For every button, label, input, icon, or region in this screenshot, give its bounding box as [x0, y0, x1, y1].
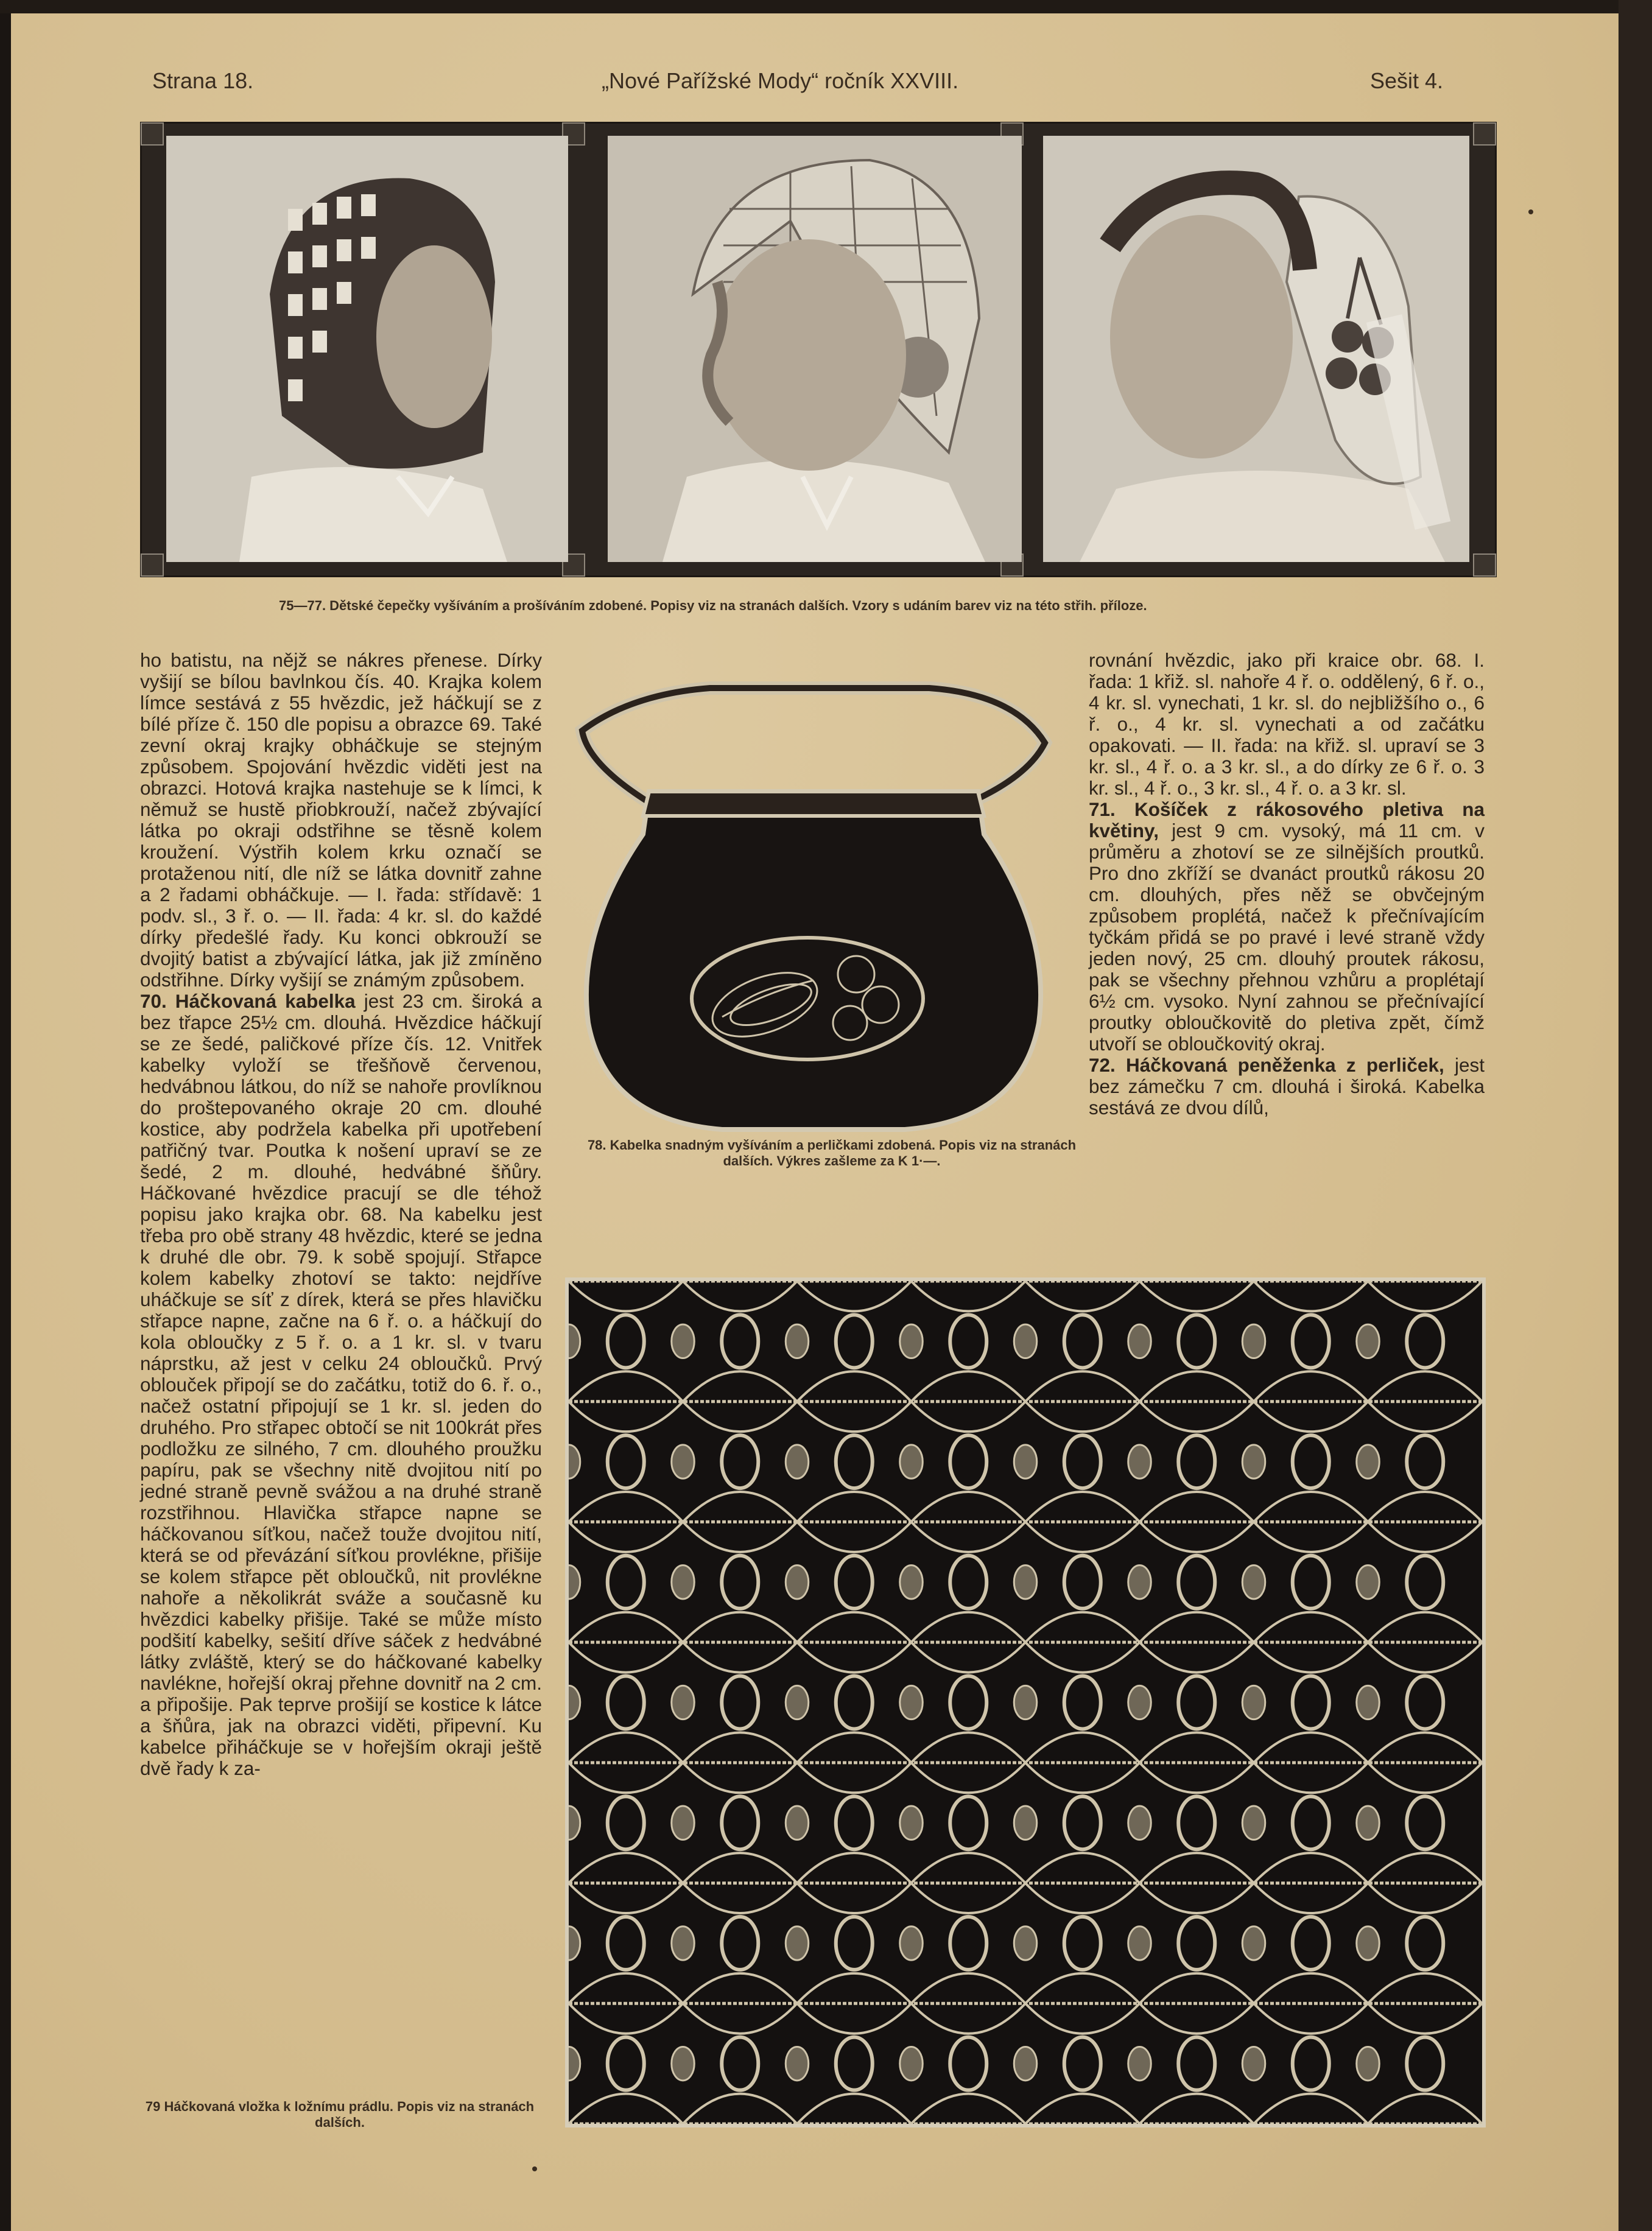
lace-arch: [1025, 1371, 1140, 1401]
lace-arch: [1025, 1853, 1140, 1883]
lace-arch: [569, 1402, 683, 1432]
lace-arch: [1254, 1402, 1368, 1432]
lace-arch: [1254, 1492, 1368, 1522]
lace-motif: [1293, 2037, 1329, 2090]
lace-arch: [797, 1612, 912, 1642]
lace-puff: [1014, 1806, 1037, 1839]
lace-motif: [608, 1796, 644, 1849]
lace-arch: [1368, 1612, 1483, 1642]
lace-puff: [1357, 1445, 1380, 1478]
lace-puff: [1242, 2047, 1265, 2080]
lace-puff: [1357, 1565, 1380, 1599]
lace-arch: [797, 1642, 912, 1672]
lace-arch: [1025, 1492, 1140, 1522]
lace-puff: [1128, 1806, 1151, 1839]
lace-arch: [1368, 1492, 1483, 1522]
lace-arch: [683, 1973, 798, 2003]
lace-motif: [1178, 1315, 1215, 1368]
lace-caption: 79 Háčkovaná vložka k ložnímu prádlu. Popis viz na stranách dalších.: [145, 2099, 535, 2130]
lace-puff: [672, 1685, 695, 1719]
lace-puff: [1128, 1565, 1151, 1599]
lace-motif: [1064, 1796, 1101, 1849]
lace-motif: [1293, 1917, 1329, 1970]
lace-puff: [786, 1685, 809, 1719]
section-72-text: jest bez zámečku 7 cm. dlouhá i široká. Kabelka sestává ze dvou dílů,: [1089, 1054, 1485, 1119]
lace-arch: [1140, 1371, 1254, 1401]
lace-arch: [1140, 1732, 1254, 1762]
lace-arch: [569, 1883, 683, 1913]
lace-motif: [836, 1676, 873, 1729]
photos-caption: 75—77. Dětské čepečky vyšíváním a prošíváním zdobené. Popisy viz na stranách dalších. Vzory s udáním barev viz na této střih. příloze.: [279, 598, 1147, 613]
lace-arch: [912, 1853, 1026, 1883]
lace-arch: [1254, 1763, 1368, 1793]
lace-arch: [912, 2003, 1026, 2033]
lace-arch: [1254, 1853, 1368, 1883]
lace-puff: [1014, 1324, 1037, 1358]
lace-motif: [1178, 1676, 1215, 1729]
frame-corner: [1473, 553, 1496, 577]
lace-puff: [1357, 1685, 1380, 1719]
lace-arch: [912, 1492, 1026, 1522]
lace-puff: [900, 1324, 923, 1358]
lace-arch: [1254, 1883, 1368, 1913]
lace-arch: [1254, 1281, 1368, 1311]
lace-puff: [672, 1324, 695, 1358]
lace-arch: [683, 1883, 798, 1913]
section-70: [140, 991, 542, 1779]
lace-arch: [1254, 1642, 1368, 1672]
lace-arch: [1254, 1612, 1368, 1642]
lace-puff: [786, 1927, 809, 1960]
lace-puff: [672, 1927, 695, 1960]
section-71: [1089, 799, 1485, 1055]
lace-arch: [797, 1763, 912, 1793]
lace-arch: [1140, 2094, 1254, 2124]
lace-arch: [683, 1853, 798, 1883]
lace-arch: [1025, 2094, 1140, 2124]
section-71-text: jest 9 cm. vysoký, má 11 cm. v průměru a zhotoví se ze silnějších proutků. Pro dno zkříží se dvanáct proutků rákosu 20 cm. dlouhých, přes něž se obvčejným způsobem proplétá, načež k přečnívajícím tyčkám přidá se po pravé i levé straně vždy jeden nový, 25 cm. dlouhý proutek rákosu, pak se všechny přehnou vzhůru a proplétají 6½ cm. vysoko. Nyní zahnou se přečnívající proutky obloučkovitě do pletiva zpět, čímž utvoří se obloučkovitý okraj.: [1089, 820, 1485, 1055]
lace-motif: [836, 1315, 873, 1368]
heading-70: 70. Háčkovaná kabelka: [140, 990, 356, 1012]
lace-arch: [1025, 2003, 1140, 2033]
lace-motif: [1178, 2037, 1215, 2090]
lace-motif: [722, 2037, 758, 2090]
lace-puff: [569, 2047, 580, 2080]
lace-arch: [1140, 1402, 1254, 1432]
lace-arch: [1140, 1612, 1254, 1642]
lace-motif: [836, 2037, 873, 2090]
lace-puff: [1128, 1927, 1151, 1960]
lace-arch: [683, 1642, 798, 1672]
lace-arch: [1140, 1522, 1254, 1551]
lace-arch: [1025, 1763, 1140, 1793]
lace-puff: [672, 1806, 695, 1839]
lace-motif: [608, 1676, 644, 1729]
lace-motif: [1293, 1435, 1329, 1488]
lace-puff: [569, 1927, 580, 1960]
lace-arch: [1368, 1281, 1483, 1311]
lace-motif: [836, 1796, 873, 1849]
lace-arch: [797, 1522, 912, 1551]
lace-arch: [569, 1973, 683, 2003]
lace-puff: [900, 1927, 923, 1960]
lace-arch: [569, 1371, 683, 1401]
section-70-text: jest 23 cm. široká a bez třapce 25½ cm. dlouhá. Hvězdice háčkují se ze šedé, paličkové příze čís. 12. Vnitřek kabelky vyloží se třešňově červenou, hedvábnou látkou, do níž se nahoře provlíknou do proštepovaného okraje 20 cm. dlouhé kostice, aby podržela kabelka při upotřebení patřičný tvar. Poutka k nošení upraví se ze šedé, 2 m. dlouhé, hedvábné šňůry. Háčkované hvězdice pracují se dle téhož popisu jako krajka obr. 68. Na kabelku jest třeba pro obě strany 48 hvězdic, které se jedna k druhé dle obr. 79. k sobě spojují. Střapce kolem kabelky zhotoví se takto: nejdříve uháčkuje se síť z dírek, která se přes hlavičku střapce napne, začne na 6 ř. o. a háčkují do kola obloučky z 5 ř. o. a 1 kr. sl. v tvaru náprstku, až jest v celku 24 obloučků. Prvý oblouček připojí se do začátku, totiž do 6. ř. o., načež ostatní připojují se 1 kr. sl. jeden do druhého. Pro střapec obtočí se nit 100krát přes podložku ze silného, 7 cm. dlouhého proužku papíru, pak se všechny nitě dvojitou nití po jedné straně pevně svážou a na druhé straně rozstřihnou. Hlavička střapce napne se háčkovanou síťkou, načež touže dvojitou nití, která se od převázání síťkou provlékne, přišije se kolem střapce pět obloučků, nit provlékne nahoře a několikrát sváže a současně ku hvězdici kabelky přišije. Také se může místo podšití kabelky, sešití dříve sáček z hedvábné látky zvláště, který se do háčkované kabelky navlékne, hořejší okraj přehne dovnitř na 2 cm. a připošije. Pak teprve prošijí se kostice k látce a šňůra, jak na obrazci viděti, připevní. Ku kabelce přiháčkuje se v hořejším okraji ještě dvě řady k za-: [140, 990, 542, 1779]
lace-motif: [1178, 1435, 1215, 1488]
lace-puff: [569, 1685, 580, 1719]
lace-arch: [1254, 2003, 1368, 2033]
lace-motif: [1064, 1435, 1101, 1488]
lace-puff: [569, 1806, 580, 1839]
lace-motif: [722, 1796, 758, 1849]
lace-puff: [1357, 2047, 1380, 2080]
photo-child-bonnet-77: [1043, 136, 1469, 562]
lace-motif: [1064, 2037, 1101, 2090]
lace-arch: [1025, 1522, 1140, 1551]
lace-puff: [672, 1445, 695, 1478]
lace-arch: [1140, 1853, 1254, 1883]
lace-arch: [1368, 1642, 1483, 1672]
lace-puff: [1242, 1565, 1265, 1599]
frame-corner: [1473, 122, 1496, 146]
lace-motif: [1293, 1556, 1329, 1609]
lace-arch: [1140, 1763, 1254, 1793]
lace-motif: [1407, 1676, 1443, 1729]
scan-top-edge: [0, 0, 1652, 13]
lace-arch: [912, 1763, 1026, 1793]
lace-arch: [1025, 1883, 1140, 1913]
lace-puff: [1128, 1445, 1151, 1478]
lace-arch: [797, 1883, 912, 1913]
lace-arch: [797, 2003, 912, 2033]
lace-arch: [683, 1732, 798, 1762]
lace-arch: [683, 1371, 798, 1401]
lace-arch: [1368, 2003, 1483, 2033]
lace-puff: [900, 1685, 923, 1719]
lace-motif: [1064, 1676, 1101, 1729]
magazine-title: „Nové Pařížské Mody“ ročník XXVIII.: [602, 68, 959, 93]
lace-arch: [1025, 1281, 1140, 1311]
lace-puff: [1014, 1685, 1037, 1719]
lace-puff: [1014, 2047, 1037, 2080]
lace-arch: [569, 1522, 683, 1551]
left-paragraph: ho batistu, na nějž se nákres přenese. Dírky vyšijí se bílou bavlnkou čís. 40. Krajka kolem límce sestává z 55 hvězdic, jež háčkují se z bílé příze č. 150 dle popisu a obrazce 69. Také zevní okraj krajky obháčkuje se stejným způsobem. Spojování hvězdic viděti jest na obrazci. Hotová krajka nastehuje se k límci, k němuž se hustě přiobkrouží, načež zbývající látka po okraji odstřihne se těsně kolem kroužení. Výstřih kolem krku označí se protaženou nití, dle níž se látka dovnitř zahne a 2 řadami obháčkuje. — I. řada: střídavě: 1 podv. sl., 3 ř. o. — II. řada: 4 kr. sl. do každé dírky předešlé řady. Ku konci obkrouží se dvojitý batist a zbývající látka, jak již zmíněno odstřihne. Dírky vyšijí se známým způsobem.: [140, 649, 542, 991]
lace-puff: [1014, 1927, 1037, 1960]
lace-motif: [836, 1556, 873, 1609]
lace-arch: [683, 1763, 798, 1793]
lace-arch: [683, 1402, 798, 1432]
lace-motif: [1178, 1556, 1215, 1609]
lace-puff: [786, 1565, 809, 1599]
lace-motif: [950, 2037, 986, 2090]
lace-arch: [797, 1973, 912, 2003]
lace-puff: [569, 1565, 580, 1599]
lace-arch: [1254, 1973, 1368, 2003]
lace-arch: [797, 1732, 912, 1762]
right-paragraph-1: rovnání hvězdic, jako při kraice obr. 68. I. řada: 1 křiž. sl. nahoře 4 ř. o. oddělený, 6 ř. o., 4 kr. sl. vynechati, 1 kr. sl. do nejbližšího o., 6 ř. o., 4 kr. sl. vynechati a od začátku opakovati. — II. řada: na křiž. sl. upraví se 3 kr. sl., 4 ř. o. a 3 kr. sl., a do dírky ze 6 ř. o. 3 kr. sl., 4 ř. o., 3 kr. sl., 4 ř. o. a 3 kr. sl.: [1089, 649, 1485, 799]
lace-motif: [1064, 1917, 1101, 1970]
lace-arch: [569, 1853, 683, 1883]
lace-arch: [1254, 1732, 1368, 1762]
lace-puff: [786, 2047, 809, 2080]
lace-motif: [608, 2037, 644, 2090]
lace-motif: [836, 1435, 873, 1488]
lace-motif: [1407, 1556, 1443, 1609]
lace-puff: [1242, 1806, 1265, 1839]
lace-arch: [1368, 1371, 1483, 1401]
lace-arch: [569, 2003, 683, 2033]
lace-arch: [797, 1371, 912, 1401]
heading-71: 71. Košíček z rákosového pletiva na květiny,: [1089, 798, 1485, 841]
lace-arch: [1140, 1492, 1254, 1522]
lace-puff: [1357, 1927, 1380, 1960]
lace-arch: [797, 2094, 912, 2124]
lace-arch: [569, 1612, 683, 1642]
left-text-column: [140, 650, 542, 1779]
lace-puff: [1128, 1685, 1151, 1719]
lace-motif: [1064, 1315, 1101, 1368]
lace-motif: [1293, 1796, 1329, 1849]
lace-motif: [1064, 1556, 1101, 1609]
lace-arch: [797, 1402, 912, 1432]
lace-arch: [1368, 2094, 1483, 2124]
lace-arch: [912, 2094, 1026, 2124]
lace-puff: [1242, 1685, 1265, 1719]
lace-arch: [1368, 1883, 1483, 1913]
lace-motif: [1178, 1796, 1215, 1849]
lace-puff: [1357, 1324, 1380, 1358]
lace-puff: [900, 1565, 923, 1599]
lace-puff: [1357, 1806, 1380, 1839]
lace-motif: [1407, 1796, 1443, 1849]
lace-arch: [912, 1642, 1026, 1672]
lace-arch: [1025, 1642, 1140, 1672]
lace-arch: [569, 2094, 683, 2124]
lace-motif: [1293, 1315, 1329, 1368]
lace-arch: [1140, 1642, 1254, 1672]
lace-puff: [900, 2047, 923, 2080]
lace-puff: [1128, 2047, 1151, 2080]
lace-arch: [569, 1763, 683, 1793]
lace-puff: [786, 1324, 809, 1358]
lace-motif: [722, 1917, 758, 1970]
lace-puff: [569, 1324, 580, 1358]
lace-motif: [722, 1435, 758, 1488]
lace-motif: [950, 1435, 986, 1488]
lace-arch: [569, 1492, 683, 1522]
lace-motif: [1407, 2037, 1443, 2090]
lace-arch: [912, 1522, 1026, 1551]
lace-puff: [900, 1806, 923, 1839]
lace-arch: [797, 1492, 912, 1522]
lace-arch: [683, 1522, 798, 1551]
lace-puff: [672, 1565, 695, 1599]
lace-arch: [912, 1371, 1026, 1401]
lace-arch: [1140, 2003, 1254, 2033]
lace-puff: [786, 1806, 809, 1839]
lace-motif: [1293, 1676, 1329, 1729]
lace-puff: [1242, 1324, 1265, 1358]
magazine-page: [11, 13, 1619, 2231]
speck: [532, 2166, 537, 2171]
lace-motif: [950, 1556, 986, 1609]
photo-child-bonnet-76: [608, 136, 1022, 562]
lace-arch: [1368, 1973, 1483, 2003]
lace-arch: [1254, 1371, 1368, 1401]
lace-arch: [683, 2094, 798, 2124]
lace-motif: [836, 1917, 873, 1970]
lace-arch: [912, 1402, 1026, 1432]
lace-arch: [569, 1281, 683, 1311]
crochet-lace-insert-illustration: [565, 1277, 1486, 2127]
lace-arch: [1140, 1281, 1254, 1311]
lace-arch: [569, 1642, 683, 1672]
lace-arch: [912, 1973, 1026, 2003]
lace-arch: [1025, 1732, 1140, 1762]
lace-motif: [950, 1796, 986, 1849]
lace-arch: [1368, 1732, 1483, 1762]
lace-arch: [1254, 2094, 1368, 2124]
lace-motif: [608, 1435, 644, 1488]
lace-puff: [1014, 1445, 1037, 1478]
page-number: Strana 18.: [152, 68, 254, 93]
lace-motif: [722, 1676, 758, 1729]
page-header: [11, 50, 1619, 99]
lace-arch: [683, 1492, 798, 1522]
lace-arch: [683, 1281, 798, 1311]
lace-arch: [1025, 1612, 1140, 1642]
lace-motif: [608, 1556, 644, 1609]
lace-arch: [683, 1612, 798, 1642]
lace-arch: [1140, 1973, 1254, 2003]
lace-arch: [1368, 1522, 1483, 1551]
lace-puff: [569, 1445, 580, 1478]
bonnet-photo-strip: [140, 122, 1497, 577]
lace-arch: [912, 1883, 1026, 1913]
lace-arch: [1025, 1973, 1140, 2003]
lace-puff: [672, 2047, 695, 2080]
lace-arch: [1025, 1402, 1140, 1432]
lace-arch: [1368, 1763, 1483, 1793]
lace-motif: [722, 1556, 758, 1609]
lace-arch: [912, 1732, 1026, 1762]
lace-arch: [797, 1281, 912, 1311]
lace-motif: [950, 1315, 986, 1368]
issue-number: Sešit 4.: [1370, 68, 1444, 93]
speck: [1528, 209, 1533, 214]
section-72: [1089, 1055, 1485, 1119]
lace-motif: [1178, 1917, 1215, 1970]
bag-caption: 78. Kabelka snadným vyšíváním a perličkami zdobená. Popis viz na stranách dalších. Výkres zašleme za K 1·—.: [587, 1137, 1077, 1168]
heading-72: 72. Háčkovaná peněženka z perliček,: [1089, 1054, 1444, 1076]
lace-arch: [569, 1732, 683, 1762]
lace-motif: [608, 1917, 644, 1970]
lace-puff: [900, 1445, 923, 1478]
scan-right-edge: [1619, 0, 1652, 2231]
lace-motif: [1407, 1917, 1443, 1970]
lace-puff: [1014, 1565, 1037, 1599]
lace-puff: [786, 1445, 809, 1478]
lace-motif: [1407, 1435, 1443, 1488]
lace-arch: [797, 1853, 912, 1883]
lace-motif: [722, 1315, 758, 1368]
lace-motif: [1407, 1315, 1443, 1368]
photo-child-bonnet-75: [166, 136, 568, 562]
lace-puff: [1128, 1324, 1151, 1358]
lace-arch: [1368, 1853, 1483, 1883]
lace-puff: [1242, 1927, 1265, 1960]
lace-arch: [912, 1281, 1026, 1311]
lace-puff: [1242, 1445, 1265, 1478]
embroidered-bag-illustration: [564, 676, 1063, 1136]
lace-motif: [950, 1917, 986, 1970]
frame-corner: [141, 122, 164, 146]
lace-motif: [950, 1676, 986, 1729]
lace-arch: [1368, 1402, 1483, 1432]
frame-corner: [141, 553, 164, 577]
lace-arch: [1254, 1522, 1368, 1551]
lace-arch: [912, 1612, 1026, 1642]
lace-motif: [608, 1315, 644, 1368]
lace-arch: [1140, 1883, 1254, 1913]
lace-arch: [683, 2003, 798, 2033]
right-text-column: [1089, 650, 1485, 1119]
